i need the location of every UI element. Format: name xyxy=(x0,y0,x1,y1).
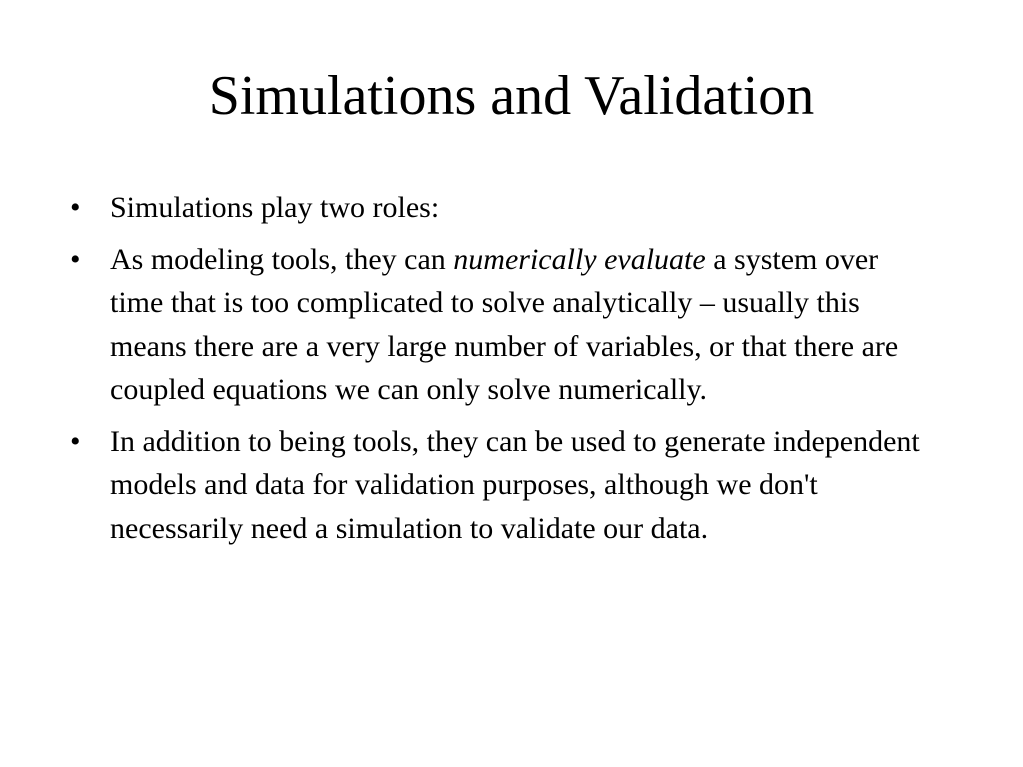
bullet-icon: • xyxy=(70,424,81,458)
bullet-icon: • xyxy=(70,191,81,224)
bullet-text-start: As modeling tools, they can xyxy=(110,242,454,276)
bullet-text-end: a system over time that is too complicated to solve analytically – usually this means there are a very large number of variables, or that there are coupled equations we can only solve numerically. xyxy=(110,242,899,406)
bullet-item-validation xyxy=(70,420,930,551)
bullet-text-emphasis: numerically evaluate xyxy=(453,242,706,276)
bullet-list xyxy=(70,186,930,558)
bullet-text: Simulations play two roles: xyxy=(110,191,440,224)
bullet-item-roles xyxy=(70,186,930,230)
bullet-text: In addition to being tools, they can be used to generate independent models and data for validation purposes, although we don't necessarily need a simulation to validate our data. xyxy=(110,424,920,545)
bullet-icon: • xyxy=(70,242,81,276)
bullet-item-modeling-tools xyxy=(70,238,930,412)
slide-title: Simulations and Validation xyxy=(208,65,815,127)
